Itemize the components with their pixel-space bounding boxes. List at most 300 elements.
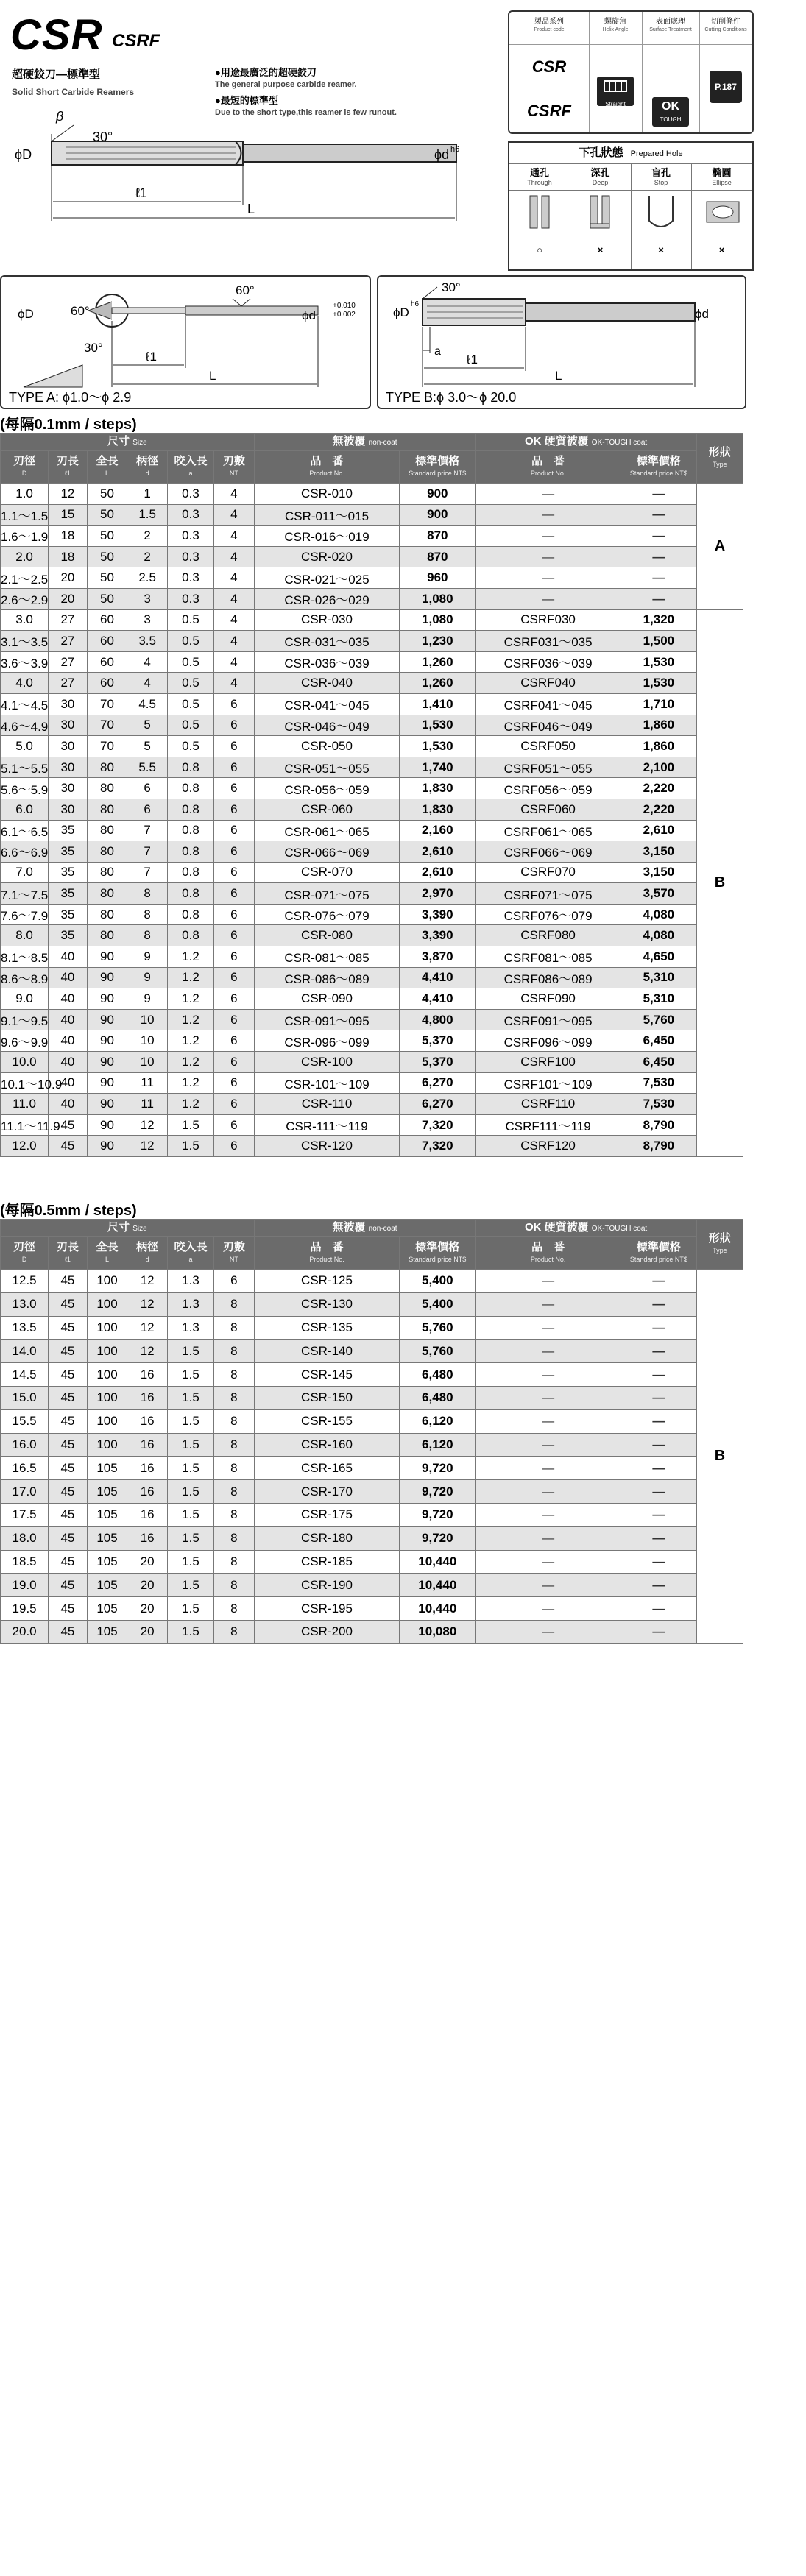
table-row: [1, 1094, 743, 1115]
table-cell: 0.8: [167, 862, 213, 883]
table-cell: 8,790: [621, 1136, 696, 1157]
table-cell: 17.5: [1, 1503, 49, 1526]
table-cell: 10.0: [1, 1052, 49, 1073]
table-cell: 20: [127, 1574, 168, 1597]
table-cell: 8: [214, 1340, 255, 1363]
table-cell: 19.5: [1, 1597, 49, 1621]
table-cell: 40: [49, 1094, 88, 1115]
table-cell: 1.2: [167, 946, 213, 968]
table-cell: —: [476, 1433, 621, 1457]
table-cell: 100: [87, 1316, 127, 1340]
table-cell: 35: [49, 841, 88, 863]
table-cell: —: [621, 1316, 696, 1340]
table-cell: 3,150: [621, 841, 696, 863]
table-cell: 12: [127, 1340, 168, 1363]
type-b-caption: TYPE B:ϕ 3.0〜ϕ 20.0: [386, 390, 517, 405]
ellipse-mark-icon: ×: [718, 244, 725, 255]
table-row: [1, 526, 743, 547]
table-cell: CSR-011〜015: [254, 504, 400, 526]
table-cell: 5,370: [400, 1030, 476, 1052]
type-a-tol-top: +0.010: [333, 302, 356, 310]
table-cell: 12.0: [1, 1136, 49, 1157]
table-cell: 27: [49, 631, 88, 652]
table-cell: 6: [214, 693, 255, 715]
table-cell: 45: [49, 1136, 88, 1157]
main-angle-label: 30°: [93, 130, 113, 144]
table-cell: CSR-195: [254, 1597, 400, 1621]
table-cell: 30: [49, 693, 88, 715]
table-cell: 7,320: [400, 1136, 476, 1157]
table-cell: 11.1〜11.9: [1, 1114, 49, 1136]
table-cell: 90: [87, 967, 127, 988]
table-cell: 900: [400, 504, 476, 526]
beta-label: β: [56, 109, 64, 124]
table-cell: —: [621, 1270, 696, 1293]
table-row: [1, 631, 743, 652]
table-cell: CSR-130: [254, 1292, 400, 1316]
ok-tough-coating-icon: OK TOUGH: [652, 97, 689, 127]
table-cell: 16.0: [1, 1433, 49, 1457]
table-cell: 7.6〜7.9: [1, 904, 49, 925]
table-row: [1, 1480, 743, 1504]
table-cell: —: [476, 504, 621, 526]
table-cell: 1.3: [167, 1270, 213, 1293]
table-cell: 4: [214, 504, 255, 526]
table-cell: 1.5: [167, 1480, 213, 1504]
cutting-conditions-page-link[interactable]: P.187: [710, 71, 742, 103]
table-cell: 870: [400, 546, 476, 567]
table-cell: 27: [49, 609, 88, 631]
table-cell: 100: [87, 1270, 127, 1293]
table-cell: 10,440: [400, 1597, 476, 1621]
table-cell: 6.1〜6.5: [1, 820, 49, 841]
table-cell: CSRF110: [476, 1094, 621, 1115]
table-cell: CSR-110: [254, 1094, 400, 1115]
table-cell: 5.0: [1, 736, 49, 757]
table-cell: 16: [127, 1386, 168, 1409]
table-row: [1, 1409, 743, 1433]
table-cell: 1,080: [400, 609, 476, 631]
table-cell: CSR-200: [254, 1620, 400, 1643]
table-cell: 1,530: [621, 673, 696, 694]
type-b-tol: h6: [411, 300, 420, 308]
table-cell: 45: [49, 1363, 88, 1387]
table-cell: 15.5: [1, 1409, 49, 1433]
table-cell: 8: [214, 1386, 255, 1409]
table-cell: 20.0: [1, 1620, 49, 1643]
table-cell: 80: [87, 799, 127, 820]
table-cell: 1.5: [167, 1526, 213, 1550]
table1-section-title: (每隔0.1mm / steps): [0, 417, 137, 433]
table-cell: 1.5: [167, 1340, 213, 1363]
prepared-hole-title: 下孔狀態 Prepared Hole: [509, 143, 752, 164]
table-row: [1, 567, 743, 589]
table-cell: 6,270: [400, 1094, 476, 1115]
table1: [0, 433, 743, 1157]
table-cell: —: [476, 1409, 621, 1433]
table-cell: 1,860: [621, 715, 696, 736]
table-cell: CSRF066〜069: [476, 841, 621, 863]
hole-col-deep: 深孔 Deep: [590, 167, 610, 186]
table-cell: 6: [214, 757, 255, 778]
table-row: [1, 1574, 743, 1597]
table-cell: 10: [127, 1009, 168, 1030]
table-cell: CSRF091〜095: [476, 1009, 621, 1030]
table-cell: 2.1〜2.5: [1, 567, 49, 589]
table-cell: 1.5: [167, 1409, 213, 1433]
table-cell: CSR-190: [254, 1574, 400, 1597]
table-cell: 9,720: [400, 1503, 476, 1526]
table-cell: 2,610: [400, 841, 476, 863]
table-cell: 8: [214, 1597, 255, 1621]
table-cell: 12: [127, 1270, 168, 1293]
table-cell: 0.3: [167, 588, 213, 609]
table-cell: 8: [214, 1363, 255, 1387]
table-cell: 12: [127, 1114, 168, 1136]
table-cell: —: [621, 1574, 696, 1597]
table-cell: CSRF041〜045: [476, 693, 621, 715]
table-cell: 45: [49, 1386, 88, 1409]
table-cell: 1.5: [167, 1136, 213, 1157]
table-cell: CSRF051〜055: [476, 757, 621, 778]
table-cell: —: [621, 567, 696, 589]
table-row: [1, 820, 743, 841]
table-cell: 0.5: [167, 715, 213, 736]
table-cell: 2,970: [400, 883, 476, 905]
table-cell: 2.6〜2.9: [1, 588, 49, 609]
spec-row-csr: CSR: [531, 57, 567, 76]
table-cell: —: [621, 1363, 696, 1387]
type-cell: B: [696, 1270, 743, 1644]
table-cell: —: [621, 504, 696, 526]
table-cell: 7: [127, 862, 168, 883]
table-row: [1, 1620, 743, 1643]
table-cell: 1.5: [167, 1503, 213, 1526]
table-cell: 4: [214, 546, 255, 567]
table-cell: 8: [127, 925, 168, 946]
table-cell: —: [476, 1270, 621, 1293]
table-cell: 1,830: [400, 799, 476, 820]
table-cell: 45: [49, 1620, 88, 1643]
table-cell: 45: [49, 1409, 88, 1433]
table-cell: 0.5: [167, 693, 213, 715]
table-cell: 105: [87, 1503, 127, 1526]
main-phid-label: ϕd: [434, 147, 450, 162]
table-cell: 80: [87, 925, 127, 946]
table-cell: 11: [127, 1094, 168, 1115]
table-cell: 1.2: [167, 1052, 213, 1073]
table-cell: 4: [127, 651, 168, 673]
table-cell: 45: [49, 1526, 88, 1550]
table-cell: 50: [87, 588, 127, 609]
table-cell: 105: [87, 1574, 127, 1597]
table-cell: 4: [214, 673, 255, 694]
table-row: [1, 1433, 743, 1457]
table-cell: 2,610: [400, 862, 476, 883]
table-cell: 0.8: [167, 799, 213, 820]
table-cell: CSRF050: [476, 736, 621, 757]
table-cell: 1.5: [167, 1597, 213, 1621]
table-row: [1, 1457, 743, 1480]
table-cell: 8: [214, 1480, 255, 1504]
col-header: 品 番 Product No.: [476, 1237, 621, 1270]
type-b-angle: 30°: [442, 280, 461, 294]
table-cell: 30: [49, 799, 88, 820]
table-cell: 105: [87, 1457, 127, 1480]
table-cell: 0.8: [167, 778, 213, 799]
table-cell: CSRF061〜065: [476, 820, 621, 841]
table-cell: 100: [87, 1433, 127, 1457]
deep-mark-icon: ×: [597, 244, 604, 255]
table-cell: CSR-020: [254, 546, 400, 567]
col-header: 刃長 ℓ1: [49, 1237, 88, 1270]
table-row: [1, 715, 743, 736]
table-cell: CSRF111〜119: [476, 1114, 621, 1136]
type-b-diagram: [378, 277, 745, 408]
spec-table: [508, 10, 754, 134]
table-cell: CSR-076〜079: [254, 904, 400, 925]
table-cell: 10,080: [400, 1620, 476, 1643]
table-cell: 0.5: [167, 736, 213, 757]
table-cell: —: [476, 526, 621, 547]
table-cell: 6,120: [400, 1433, 476, 1457]
main-phiD-label: ϕD: [15, 147, 32, 162]
table-row: [1, 778, 743, 799]
table-cell: 9: [127, 946, 168, 968]
table-cell: 4.0: [1, 673, 49, 694]
table-cell: 60: [87, 673, 127, 694]
table-cell: CSR-080: [254, 925, 400, 946]
type-a-diagram: [1, 277, 370, 408]
table-cell: —: [621, 1550, 696, 1574]
table-cell: 80: [87, 778, 127, 799]
table-cell: 2,160: [400, 820, 476, 841]
table-cell: CSR-061〜065: [254, 820, 400, 841]
table-row: [1, 862, 743, 883]
table-cell: 2: [127, 526, 168, 547]
table-cell: 8: [214, 1457, 255, 1480]
table-cell: —: [476, 1574, 621, 1597]
table-cell: CSR-101〜109: [254, 1072, 400, 1094]
table-cell: 70: [87, 736, 127, 757]
table-cell: 3,870: [400, 946, 476, 968]
table-cell: 6,480: [400, 1386, 476, 1409]
table-cell: 1.5: [167, 1386, 213, 1409]
table-cell: 1.5: [167, 1433, 213, 1457]
feature-1: ●用途最廣泛的超硬鉸刀 The general purpose carbide reamer.: [215, 67, 357, 89]
table-cell: 6: [214, 883, 255, 905]
table-cell: 18: [49, 526, 88, 547]
table-cell: CSR-046〜049: [254, 715, 400, 736]
table-cell: 100: [87, 1292, 127, 1316]
table-cell: 6: [214, 841, 255, 863]
table-cell: 4: [214, 651, 255, 673]
table-cell: 9: [127, 988, 168, 1010]
type-header: 形狀 Type: [696, 434, 743, 484]
table-cell: 4: [214, 567, 255, 589]
table-cell: 12: [127, 1292, 168, 1316]
table-cell: 90: [87, 1114, 127, 1136]
table-cell: 6: [214, 967, 255, 988]
table-cell: 35: [49, 862, 88, 883]
table-cell: 20: [49, 588, 88, 609]
table-cell: CSR-100: [254, 1052, 400, 1073]
spec-header-helix: 螺旋角 Helix Angle: [602, 18, 629, 32]
table-cell: 2,610: [621, 820, 696, 841]
table-cell: 1.2: [167, 1030, 213, 1052]
table-cell: 1: [127, 484, 168, 505]
table-cell: 80: [87, 820, 127, 841]
prepared-hole-table: [508, 141, 754, 271]
table-cell: CSR-040: [254, 673, 400, 694]
table-cell: —: [476, 1526, 621, 1550]
table-cell: 1.3: [167, 1316, 213, 1340]
table-cell: —: [621, 1409, 696, 1433]
table-cell: 50: [87, 567, 127, 589]
table-cell: CSRF076〜079: [476, 904, 621, 925]
product-name-cn: 超硬鉸刀—標準型: [12, 68, 101, 81]
table-cell: CSRF071〜075: [476, 883, 621, 905]
table-cell: 2,220: [621, 799, 696, 820]
hole-icons: [509, 191, 752, 231]
table-cell: 4.1〜4.5: [1, 693, 49, 715]
table-cell: 6: [214, 820, 255, 841]
table-cell: 6,480: [400, 1363, 476, 1387]
table-cell: 17.0: [1, 1480, 49, 1504]
table-cell: —: [476, 1316, 621, 1340]
table-cell: 6,450: [621, 1052, 696, 1073]
table-cell: 9.6〜9.9: [1, 1030, 49, 1052]
table-cell: 80: [87, 904, 127, 925]
table-row: [1, 673, 743, 694]
table-cell: CSR-145: [254, 1363, 400, 1387]
table2: [0, 1219, 743, 1644]
table-row: [1, 736, 743, 757]
type-a-angle2: 60°: [236, 283, 255, 297]
col-header: 品 番 Product No.: [476, 451, 621, 484]
table-cell: 45: [49, 1574, 88, 1597]
table-cell: 9,720: [400, 1526, 476, 1550]
table-cell: 6: [214, 799, 255, 820]
table-cell: 70: [87, 693, 127, 715]
table-cell: CSR-090: [254, 988, 400, 1010]
page-title: CSR: [10, 11, 103, 59]
size-group-header: 尺寸 Size: [1, 434, 255, 451]
type-a-tol-bot: +0.002: [333, 311, 356, 319]
table-cell: 3,390: [400, 904, 476, 925]
table-cell: 4: [214, 526, 255, 547]
table-cell: 0.8: [167, 925, 213, 946]
type-cell: A: [696, 484, 743, 610]
stop-hole-icon: [649, 196, 673, 227]
table-cell: CSRF096〜099: [476, 1030, 621, 1052]
straight-helix-icon: Straight: [597, 77, 634, 106]
table-cell: 3.6〜3.9: [1, 651, 49, 673]
table-cell: CSRF040: [476, 673, 621, 694]
table-cell: 0.8: [167, 757, 213, 778]
table-cell: 1,230: [400, 631, 476, 652]
table-cell: 6: [214, 1052, 255, 1073]
table-cell: 3: [127, 609, 168, 631]
table-cell: CSRF031〜035: [476, 631, 621, 652]
table-cell: CSRF046〜049: [476, 715, 621, 736]
table-cell: 80: [87, 757, 127, 778]
table-cell: CSR-155: [254, 1409, 400, 1433]
table-cell: —: [476, 1292, 621, 1316]
table-cell: 0.3: [167, 484, 213, 505]
table-cell: 6: [214, 715, 255, 736]
table-cell: 5,310: [621, 967, 696, 988]
table-cell: 6,270: [400, 1072, 476, 1094]
table-cell: 7.1〜7.5: [1, 883, 49, 905]
table-cell: 18.0: [1, 1526, 49, 1550]
table-cell: 100: [87, 1340, 127, 1363]
table-cell: 5,370: [400, 1052, 476, 1073]
table-cell: 9,720: [400, 1457, 476, 1480]
table-cell: 1,710: [621, 693, 696, 715]
table-cell: 100: [87, 1409, 127, 1433]
table-row: [1, 1526, 743, 1550]
table-cell: 45: [49, 1292, 88, 1316]
okcoat-group-header-2: OK 硬質被覆 OK-TOUGH coat: [476, 1220, 697, 1237]
table-cell: 6: [214, 1270, 255, 1293]
table-cell: 8.1〜8.5: [1, 946, 49, 968]
table-cell: 50: [87, 504, 127, 526]
reamer-main-diagram: [0, 110, 471, 243]
table-cell: —: [476, 1620, 621, 1643]
table-cell: 16: [127, 1526, 168, 1550]
table-cell: 90: [87, 1072, 127, 1094]
table-cell: 50: [87, 484, 127, 505]
table-cell: 8,790: [621, 1114, 696, 1136]
table-row: [1, 1316, 743, 1340]
table-cell: 6: [214, 925, 255, 946]
table-row: [1, 1270, 743, 1293]
table-cell: 1,530: [400, 736, 476, 757]
table-cell: —: [621, 1433, 696, 1457]
table-cell: 1.6〜1.9: [1, 526, 49, 547]
spec-header-cutting: 切削條件 Cutting Conditions: [704, 18, 747, 32]
col-header: 標準價格 Standard price NT$: [621, 451, 696, 484]
table-cell: 5,760: [400, 1316, 476, 1340]
table-cell: 1.1〜1.5: [1, 504, 49, 526]
table-cell: CSRF120: [476, 1136, 621, 1157]
type-b-phid: ϕd: [695, 307, 709, 321]
table-cell: 10,440: [400, 1574, 476, 1597]
table-cell: 45: [49, 1597, 88, 1621]
table-cell: CSR-056〜059: [254, 778, 400, 799]
table-cell: 15: [49, 504, 88, 526]
table-cell: 90: [87, 1030, 127, 1052]
table-cell: —: [476, 1386, 621, 1409]
col-header: 標準價格 Standard price NT$: [400, 1237, 476, 1270]
table-cell: CSR-165: [254, 1457, 400, 1480]
table-cell: —: [476, 1503, 621, 1526]
table-cell: 35: [49, 904, 88, 925]
feature-2: ●最短的標準型 Due to the short type,this reamer is few runout.: [215, 95, 397, 117]
table-cell: 8: [214, 1433, 255, 1457]
table-cell: 12.5: [1, 1270, 49, 1293]
type-a-panel: [0, 275, 371, 409]
table-cell: CSR-140: [254, 1340, 400, 1363]
table-cell: 45: [49, 1340, 88, 1363]
table-cell: 0.8: [167, 904, 213, 925]
table-cell: CSR-031〜035: [254, 631, 400, 652]
table-row: [1, 1072, 743, 1094]
table-cell: CSR-041〜045: [254, 693, 400, 715]
table-row: [1, 1503, 743, 1526]
table-cell: CSR-180: [254, 1526, 400, 1550]
